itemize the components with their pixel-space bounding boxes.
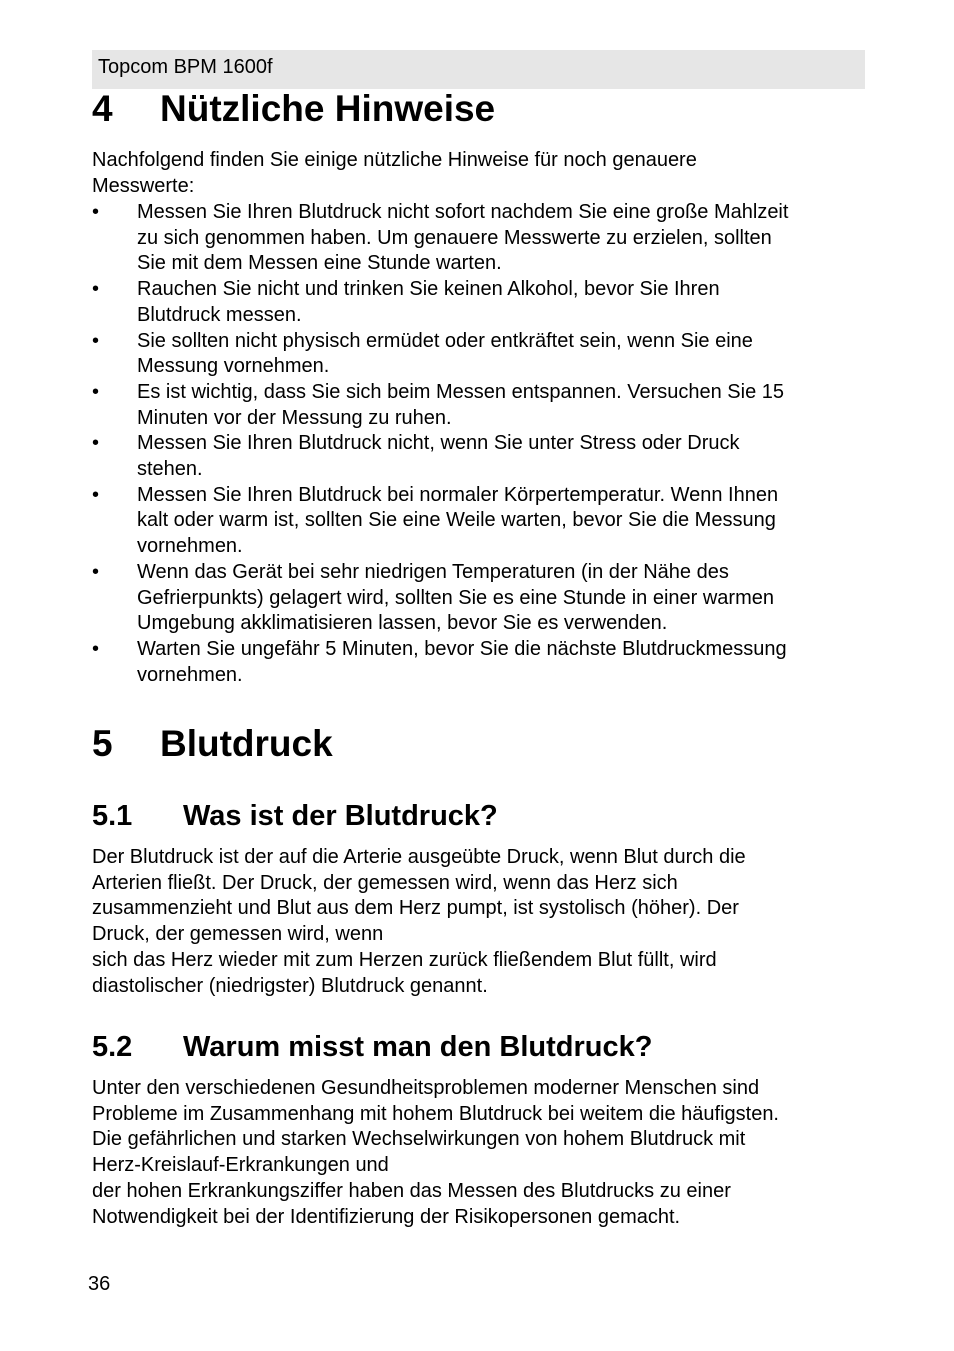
section-4-number: 4	[92, 88, 113, 129]
list-item-line: Sie sollten nicht physisch ermüdet oder entkräftet sein, wenn Sie eine	[137, 329, 753, 352]
section-5-1-heading	[92, 799, 498, 833]
bullet-icon: •	[92, 329, 100, 352]
list-item-line: Minuten vor der Messung zu ruhen.	[137, 406, 452, 429]
list-item-line: Messen Sie Ihren Blutdruck nicht, wenn Sie unter Stress oder Druck	[137, 432, 740, 455]
intro-line: Messwerte:	[92, 174, 195, 197]
section-5-2-title: Warum misst man den Blutdruck?	[183, 1031, 653, 1063]
body-line: Arterien fließt. Der Druck, der gemessen wird, wenn das Herz sich	[92, 871, 678, 894]
section-5-number: 5	[92, 723, 113, 764]
body-line: der hohen Erkrankungsziffer haben das Messen des Blutdrucks zu einer	[92, 1179, 731, 1202]
page-number: 36	[88, 1273, 111, 1295]
section-4-heading	[92, 88, 495, 130]
list-item	[92, 560, 872, 637]
bullet-icon: •	[92, 201, 100, 223]
list-item-line: Messen Sie Ihren Blutdruck bei normaler Körpertemperatur. Wenn Ihnen	[137, 483, 779, 506]
list-item-line: Umgebung akklimatisieren lassen, bevor Sie es verwenden.	[137, 612, 668, 635]
list-item-line: Messen Sie Ihren Blutdruck nicht sofort nachdem Sie eine große Mahlzeit	[137, 201, 789, 223]
list-item-line: kalt oder warm ist, sollten Sie eine Weile warten, bevor Sie die Messung	[137, 509, 776, 532]
list-item-line: Sie mit dem Messen eine Stunde warten.	[137, 252, 502, 275]
bullet-icon: •	[92, 560, 100, 583]
body-line: Notwendigkeit bei der Identifizierung der Risikopersonen gemacht.	[92, 1205, 681, 1228]
section-5-1-number: 5.1	[92, 800, 133, 832]
list-item	[92, 431, 872, 482]
section-4-intro	[92, 148, 872, 199]
body-line: Probleme im Zusammenhang mit hohem Blutdruck bei weitem die häufigsten.	[92, 1102, 779, 1125]
list-item-line: Blutdruck messen.	[137, 303, 302, 326]
section-5-2-heading	[92, 1030, 652, 1064]
intro-line: Nachfolgend finden Sie einige nützliche Hinweise für noch genauere	[92, 149, 697, 171]
section-5-2-body	[92, 1076, 872, 1230]
body-line: diastolischer (niedrigster) Blutdruck genannt.	[92, 974, 488, 997]
body-line: Die gefährlichen und starken Wechselwirkungen von hohem Blutdruck mit	[92, 1128, 746, 1151]
list-item	[92, 329, 872, 380]
list-item-line: Gefrierpunkts) gelagert wird, sollten Sie es eine Stunde in einer warmen	[137, 586, 774, 609]
list-item	[92, 637, 872, 688]
list-item-line: Rauchen Sie nicht und trinken Sie keinen Alkohol, bevor Sie Ihren	[137, 278, 720, 301]
list-item-line: vornehmen.	[137, 535, 243, 558]
list-item-line: Warten Sie ungefähr 5 Minuten, bevor Sie die nächste Blutdruckmessung	[137, 637, 787, 660]
bullet-icon: •	[92, 483, 100, 506]
section-4-title: Nützliche Hinweise	[160, 88, 496, 129]
list-item-line: Es ist wichtig, dass Sie sich beim Messen entspannen. Versuchen Sie 15	[137, 380, 785, 403]
section-5-heading	[92, 723, 333, 765]
section-5-2-number: 5.2	[92, 1031, 133, 1063]
bullet-icon: •	[92, 380, 100, 403]
list-item	[92, 200, 872, 277]
list-item-line: stehen.	[137, 458, 203, 481]
bullet-icon: •	[92, 278, 100, 301]
header-product-name: Topcom BPM 1600f	[98, 56, 273, 78]
list-item-line: Messung vornehmen.	[137, 355, 330, 378]
section-5-title: Blutdruck	[160, 723, 333, 764]
body-line: Druck, der gemessen wird, wenn	[92, 923, 384, 946]
section-5-1-body	[92, 845, 872, 999]
list-item	[92, 380, 872, 431]
list-item-line: zu sich genommen haben. Um genauere Messwerte zu erzielen, sollten	[137, 226, 772, 249]
bullet-icon: •	[92, 432, 100, 455]
list-item-line: vornehmen.	[137, 663, 243, 686]
bullet-icon: •	[92, 637, 100, 660]
list-item	[92, 277, 872, 328]
body-line: sich das Herz wieder mit zum Herzen zurück fließendem Blut füllt, wird	[92, 948, 717, 971]
body-line: Herz-Kreislauf-Erkrankungen und	[92, 1154, 389, 1177]
body-line: Der Blutdruck ist der auf die Arterie ausgeübte Druck, wenn Blut durch die	[92, 846, 746, 868]
body-line: Unter den verschiedenen Gesundheitsproblemen moderner Menschen sind	[92, 1077, 760, 1099]
list-item	[92, 483, 872, 560]
running-header	[92, 50, 865, 89]
body-line: zusammenzieht und Blut aus dem Herz pumpt, ist systolisch (höher). Der	[92, 897, 739, 920]
section-5-1-title: Was ist der Blutdruck?	[183, 800, 498, 832]
hints-list	[92, 200, 872, 688]
list-item-line: Wenn das Gerät bei sehr niedrigen Temperaturen (in der Nähe des	[137, 560, 729, 583]
